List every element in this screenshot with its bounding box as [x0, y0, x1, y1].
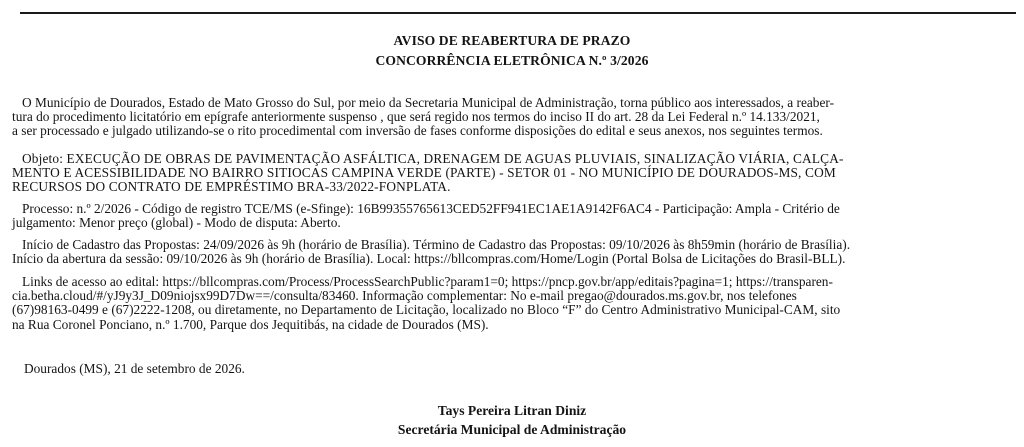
signatory-name: Tays Pereira Litran Diniz: [437, 403, 587, 418]
links-line: Links de acesso ao edital: https://bllcompras.com/Process/ProcessSearchPublic?param1=0; https://pncp.gov.br/app/editais?pagina=1; https://transparen-: [22, 274, 833, 289]
objeto-paragraph: [12, 152, 1009, 195]
objeto-line: Objeto: EXECUÇÃO DE OBRAS DE PAVIMENTAÇÃO ASFÁLTICA, DRENAGEM DE AGUAS PLUVIAIS, SINALIZAÇÃO VIÁRIA, CALÇA-: [22, 151, 844, 166]
intro-line: a ser processado e julgado utilizando-se o rito procedimental com inversão de fases conforme disposições do edital e seus anexos, nos seguintes termos.: [12, 123, 823, 139]
links-paragraph: [12, 275, 1009, 332]
links-line: cia.betha.cloud/#/yJ9y3J_D09niojsx99D7Dw==/consulta/83460. Informação complementar: No e-mail pregao@dourados.ms.gov.br, nos telefones: [12, 288, 797, 304]
top-rule: [20, 12, 1016, 14]
objeto-line: RECURSOS DO CONTRATO DE EMPRÉSTIMO BRA-33/2022-FONPLATA.: [12, 179, 451, 195]
links-line: na Rua Coronel Ponciano, n.º 1.700, Parque dos Jequitibás, na cidade de Dourados (MS).: [12, 316, 489, 332]
intro-paragraph: [12, 96, 1009, 139]
objeto-line: MENTO E ACESSIBILIDADE NO BAIRRO SITIOCAS CAMPINA VERDE (PARTE) - SETOR 01 - NO MUNICÍPIO DE DOURADOS-MS, COM: [12, 165, 836, 181]
processo-line: Processo: n.º 2/2026 - Código de registro TCE/MS (e-Sfinge): 16B99355765613CED52FF941EC1AE1A9142F6AC4 - Participação: Ampla - Critério de: [22, 201, 840, 216]
dates-paragraph: [12, 238, 1009, 266]
date-line: Dourados (MS), 21 de setembro de 2026.: [24, 361, 245, 376]
dates-line: Início da abertura da sessão: 09/10/2026 às 9h (horário de Brasília). Local: https://bllcompras.com/Home/Login (Portal Bolsa de Licitações do Brasil-BLL).: [12, 251, 846, 267]
processo-line: julgamento: Menor preço (global) - Modo de disputa: Aberto.: [12, 215, 341, 231]
links-line: (67)98163-0499 e (67)2222-1208, ou diretamente, no Departamento de Licitação, localizado no Bloco “F” do Centro Administrativo Municipal-CAM, sito: [12, 302, 841, 318]
dates-line: Início de Cadastro das Propostas: 24/09/2026 às 9h (horário de Brasília). Término de Cadastro das Propostas: 09/10/2026 às 8h59min (horário de Brasília).: [22, 237, 851, 252]
intro-line: tura do procedimento licitatório em epígrafe anteriormente suspenso , que será regido nos termos do inciso II do art. 28 da Lei Federal n.º 14.133/2021,: [12, 109, 820, 125]
processo-paragraph: [12, 202, 1009, 230]
notice-subtitle: CONCORRÊNCIA ELETRÔNICA N.º 3/2026: [375, 53, 649, 68]
signatory-role: Secretária Municipal de Administração: [397, 422, 627, 437]
intro-line: O Município de Dourados, Estado de Mato Grosso do Sul, por meio da Secretaria Municipal de Administração, torna público aos interessados, a reaber-: [22, 95, 835, 110]
notice-title: AVISO DE REABERTURA DE PRAZO: [393, 33, 631, 48]
